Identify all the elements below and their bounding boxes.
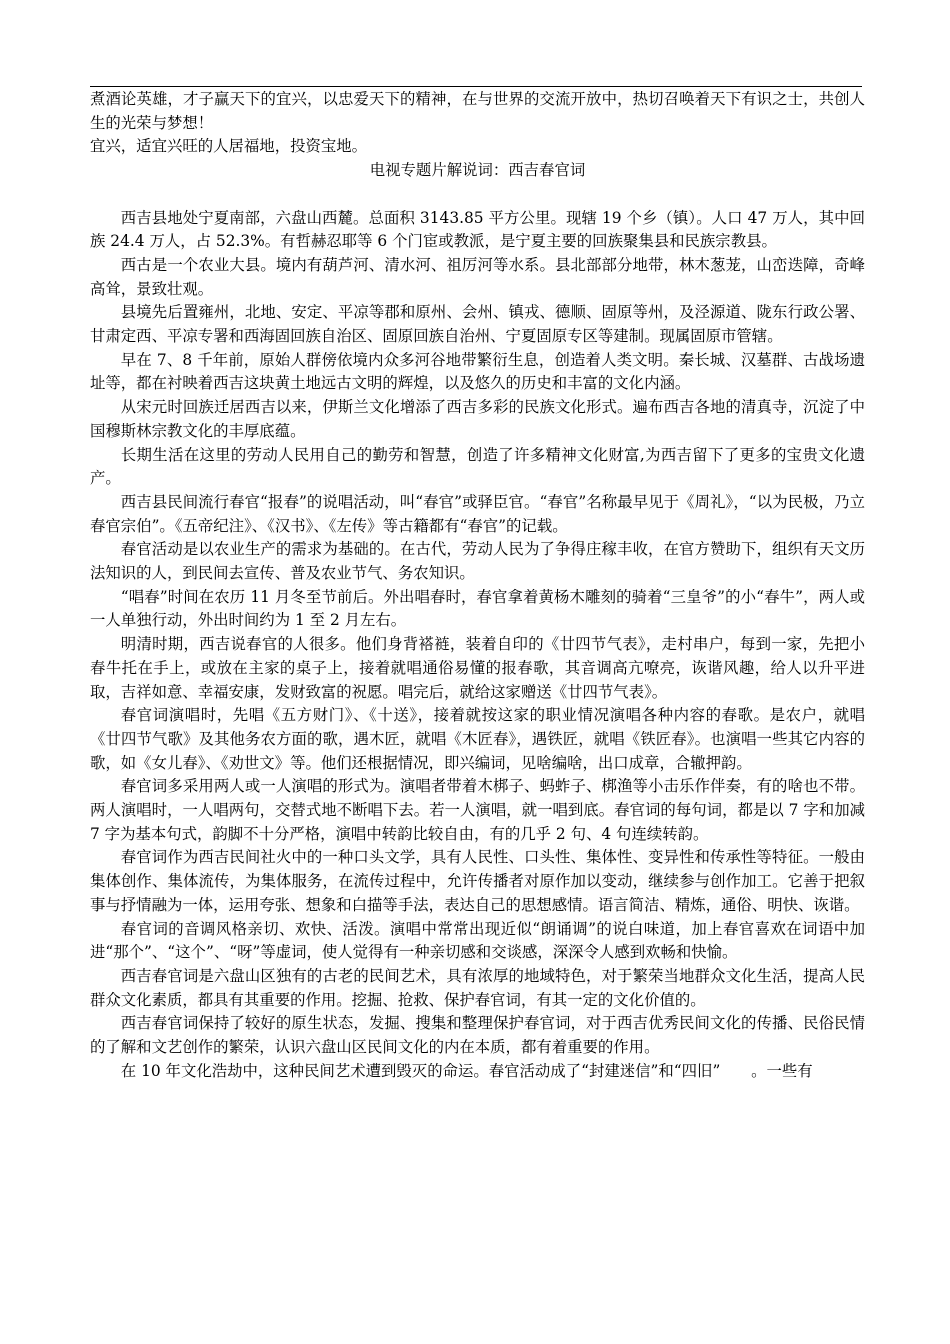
body-paragraph: 西古是一个农业大县。境内有葫芦河、清水河、祖厉河等水系。县北部部分地带，林木葱茏，山峦迭障，奇峰高耸，景致壮观。 [90, 255, 865, 298]
body-paragraph: 西吉春官词是六盘山区独有的古老的民间艺术，具有浓厚的地域特色，对于繁荣当地群众文化生活，提高人民群众文化素质，都具有其重要的作用。挖掘、抢救、保护春官词，有其一定的文化价值的。 [90, 967, 865, 1009]
body-paragraph: 春官词演唱时，先唱《五方财门》、《十送》，接着就按这家的职业情况演唱各种内容的春歌。是农户，就唱《廿四节气歌》及其他务农方面的歌，遇木匠，就唱《木匠春》，遇铁匠，就唱《铁匠春》。也演唱一些其它内容的歌，如《女儿春》、《劝世文》等。他们还根据情况，即兴编词，见啥编啥，出口成章，合辙押韵。 [90, 706, 865, 772]
body-paragraph: 西吉县地处宁夏南部，六盘山西麓。总面积 3143.85 平方公里。现辖 19 个乡（镇）。人口 47 万人，其中回族 24.4 万人，占 52.3%。有哲赫忍耶等 6 个门宦或教派，是宁夏主要的回族聚集县和民族宗教县。 [90, 208, 865, 251]
body-paragraph: 西吉春官词保持了较好的原生状态，发掘、搜集和整理保护春官词，对于西吉优秀民间文化的传播、民俗民情的了解和文艺创作的繁荣，认识六盘山区民间文化的内在本质，都有着重要的作用。 [90, 1014, 865, 1057]
document-title: 电视专题片解说词：西吉春官词 [369, 161, 586, 180]
body-paragraph: 在 10 年文化浩劫中，这种民间艺术遭到毁灭的命运。春官活动成了“封建迷信”和“四旧” 。一些有 [120, 1061, 813, 1080]
body-paragraph: 春官词多采用两人或一人演唱的形式为。演唱者带着木梆子、蚂蚱子、梆渔等小击乐作伴奏，有的啥也不带。两人演唱时，一人唱两句，交替式地不断唱下去。若一人演唱，就一唱到底。春官词的每句词，都是以 7 字和加减 7 字为基本句式，韵脚不十分严格，演唱中转韵比较自由，有的几乎 2 句、4 句连续转韵。 [90, 777, 865, 843]
body-paragraph: 早在 7、8 千年前，原始人群傍依境内众多河谷地带繁衍生息，创造着人类文明。秦长城、汉墓群、古战场遗址等，都在衬映着西吉这块黄土地远古文明的辉煌，以及悠久的历史和丰富的文化内涵。 [90, 350, 865, 393]
body-paragraph: 从宋元时回族迁居西吉以来，伊斯兰文化增添了西吉多彩的民族文化形式。遍布西吉各地的清真寺，沉淀了中国穆斯林宗教文化的丰厚底蕴。 [90, 398, 865, 440]
header-rule [90, 86, 862, 87]
body-paragraph: 春官词的音调风格亲切、欢快、活泼。演唱中常常出现近似“朗诵调”的说白味道，加上春官喜欢在词语中加进“那个”、“这个”、“呀”等虚词，使人觉得有一种亲切感和交谈感，深深令人感到欢畅和快愉。 [90, 919, 865, 962]
body-paragraph: 春官词作为西吉民间社火中的一种口头文学，具有人民性、口头性、集体性、变异性和传承性等特征。一般由集体创作、集体流传，为集体服务，在流传过程中，允许传播者对原作加以变动，继续参与创作加工。它善于把叙事与抒情融为一体，运用夸张、想象和白描等手法，表达自己的思想感情。语言简洁、精炼，通俗、明快、诙谐。 [90, 848, 865, 914]
body-paragraph: 西吉县民间流行春官“报春”的说唱活动，叫“春官”或驿臣官。“春官”名称最早见于《周礼》，“以为民极，乃立春官宗伯”。《五帝纪注》、《汉书》、《左传》等古籍都有“春官”的记载。 [90, 492, 865, 535]
body-paragraph: 明清时期，西吉说春官的人很多。他们身背褡裢，装着自印的《廿四节气表》，走村串户，每到一家，先把小春牛托在手上，或放在主家的桌子上，接着就唱通俗易懂的报春歌，其音调高亢嘹亮，诙谐风趣，给人以升平进取，吉祥如意、幸福安康，发财致富的祝愿。唱完后，就给这家赠送《廿四节气表》。 [90, 635, 865, 701]
intro-slogan: 宜兴，适宜兴旺的人居福地，投资宝地。 [90, 137, 368, 156]
body-paragraph: “唱春”时间在农历 11 月冬至节前后。外出唱春时，春官拿着黄杨木雕刻的骑着“三皇爷”的小“春牛”，两人或一人单独行动，外出时间约为 1 至 2 月左右。 [90, 587, 865, 630]
body-paragraph: 长期生活在这里的劳动人民用自己的勤劳和智慧，创造了许多精神文化财富,为西吉留下了更多的宝贵文化遗产。 [90, 445, 865, 488]
document-body [90, 88, 865, 1084]
intro-paragraph: 煮酒论英雄，才子赢天下的宜兴，以忠爱天下的精神，在与世界的交流开放中，热切召唤着天下有识之士，共创人生的光荣与梦想！ [90, 90, 865, 132]
body-paragraph: 县境先后置雍州，北地、安定、平凉等郡和原州、会州、镇戎、德顺、固原等州，及泾源道、陇东行政公署、甘肃定西、平凉专署和西海固回族自治区、固原回族自治州、宁夏固原专区等建制。现属固原市管辖。 [90, 303, 865, 346]
body-paragraph: 春官活动是以农业生产的需求为基础的。在古代，劳动人民为了争得庄稼丰收，在官方赞助下，组织有天文历法知识的人，到民间去宣传、普及农业节气、务农知识。 [90, 540, 865, 583]
